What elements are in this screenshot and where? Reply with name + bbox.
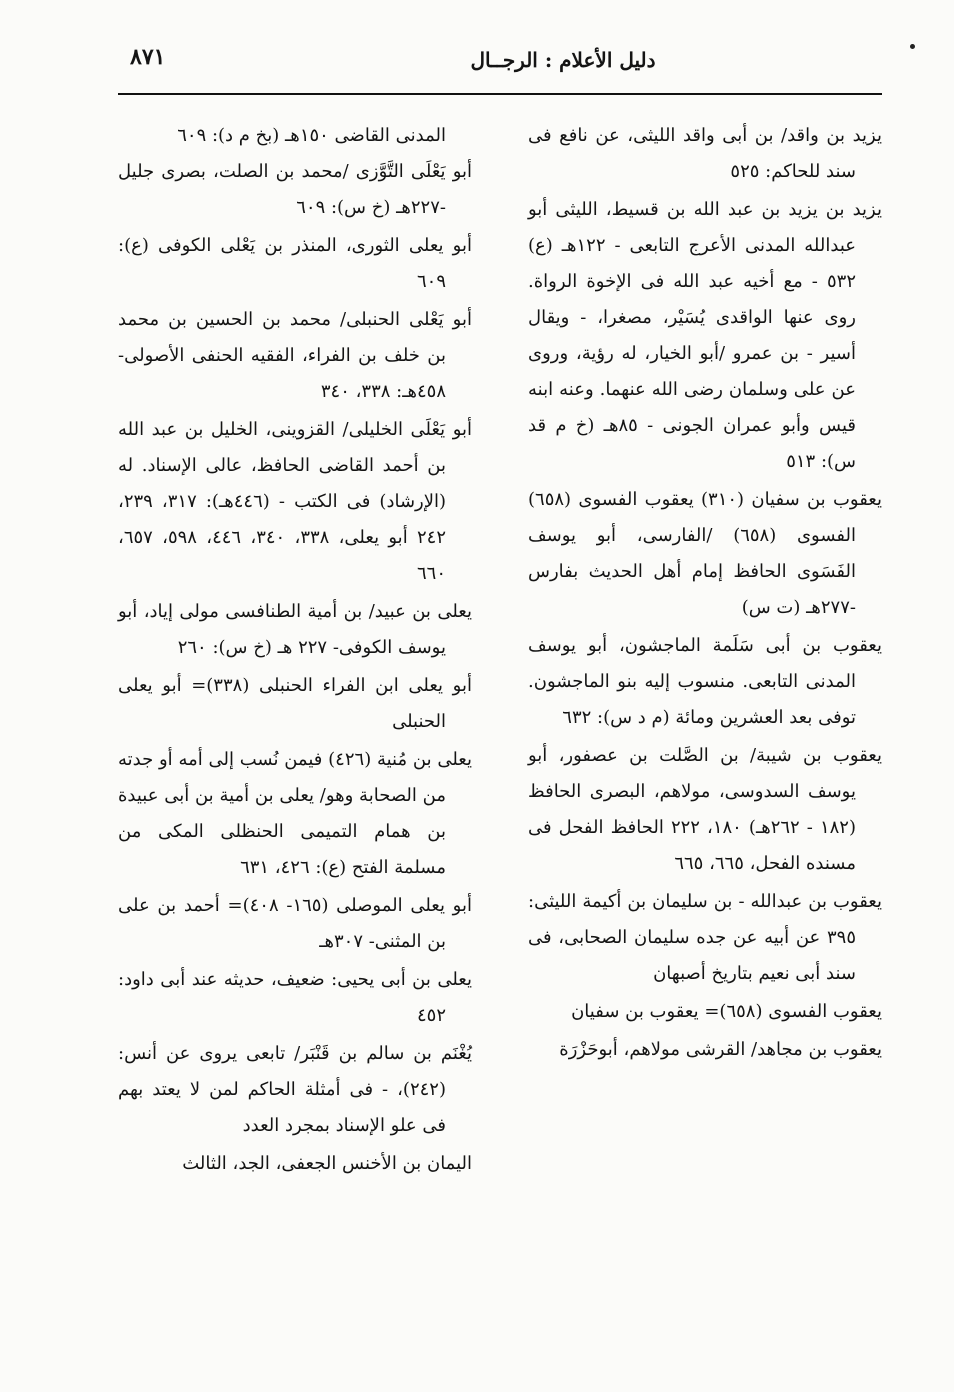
left-column [118, 118, 472, 1184]
page-number: ٨٧١ [130, 44, 166, 70]
index-entry: أبو يَعْلى الحنبلى/ محمد بن الحسين بن محمد بن خلف بن الفراء، الفقيه الحنفى الأصولى- ٤٥٨هـ: ٣٣٨، ٣٤٠ [118, 309, 472, 402]
index-entry: أبو يعلى الموصلى (١٦٥- ٤٠٨)= أحمد بن على بن المثنى- ٣٠٧هـ [118, 895, 472, 952]
margin-mark [910, 44, 915, 49]
running-title: دليل الأعلام : الرجــال [470, 48, 656, 72]
index-entry: أبو يَعْلَى التَّوَّزى /محمد بن الصلت، بصرى جليل -٢٢٧هـ (خ س): ٦٠٩ [118, 161, 472, 218]
index-entry: أبو يعلى الثورى، المنذر بن يَعْلى الكوفى (ع): ٦٠٩ [118, 235, 472, 292]
index-entry: يعلى بن عبيد/ بن أمية الطنافسى مولى إياد، أبو يوسف الكوفى- ٢٢٧ هـ (خ س): ٢٦٠ [118, 601, 472, 658]
index-entry: أبو يعلى ابن الفراء الحنبلى (٣٣٨)= أبو يعلى الحنبلى [118, 675, 472, 732]
index-entry: اليمان بن الأخنس الجعفى، الجد، الثالث [182, 1153, 472, 1174]
index-entry: يزيد بن واقد/ بن أبى واقد الليثى، عن نافع فى سند للحاكم: ٥٢٥ [528, 125, 882, 182]
index-entry: يعقوب بن سفيان (٣١٠) يعقوب الفسوى (٦٥٨) الفسوى (٦٥٨) /الفارسى، أبو يوسف الفَسَوى الحافظ إمام أهل الحديث بفارس -٢٧٧هـ (ت س) [528, 489, 882, 618]
index-entry: يعلى بن مُنية (٤٢٦) فيمن نُسب إلى أمه أو جدته من الصحابة وهو/ يعلى بن أمية بن أبى عبيدة بن همام التميمى الحنظلى المكى من مسلمة الفتح (ع): ٤٢٦، ٦٣١ [118, 749, 473, 878]
index-entry: أبو يَعْلَى الخليلى/ القزوينى، الخليل بن عبد الله بن أحمد القاضى الحافظ، عالى الإسناد. له (الإرشاد) فى الكتب - (٤٤٦هـ): ٣١٧، ٢٣٩، ٢٤٢ أبو يعلى، ٣٣٨، ٣٤٠، ٤٤٦، ٥٩٨، ٦٥٧، ٦٦٠ [118, 419, 472, 584]
index-entry: يُغْنَم بن سالم بن قَنْبَر/ تابعى يروى عن أنس: (٢٤٢)، - فى أمثلة الحاكم لمن لا يعتد بهم فى علو الإسناد بمجرد العدد [118, 1043, 472, 1136]
index-entry: يعقوب بن شيبة/ بن الصَّلت بن عصفور، أبو يوسف السدوسى، مولاهم، البصرى الحافظ (١٨٢ - ٢٦٢هـ) ١٨٠، ٢٢٢ الحافظ الفحل فى مسنده الفحل، ٦٦٥، ٦٦٥ [528, 745, 882, 874]
index-entry: يزيد بن يزيد بن عبد الله بن قسيط، الليثى أبو عبدالله المدنى الأعرج التابعى - ١٢٢هـ (ع) ٥٣٢ - مع أخيه عبد الله فى الإخوة الرواة. روى عنها الواقدى يُسَيْر، مصغرا، - ويقال أسير - بن عمرو /أبو الخيار، له رؤية، وروى عن على وسلمان رضى الله عنهما. وعنه ابنه قيس وأبو عمران الجونى - ٨٥هـ (خ م قد س): ٥١٣ [528, 199, 882, 472]
index-entry: يعقوب الفسوى (٦٥٨)= يعقوب بن سفيان [571, 1001, 882, 1022]
index-entry: يعقوب بن مجاهد/ القرشى مولاهم، أبوحَزْرَة [559, 1039, 882, 1060]
continued-entry: المدنى القاضى ١٥٠هـ (بخ م د): ٦٠٩ [177, 125, 446, 146]
index-entry: يعلى بن أبى يحيى: ضعيف، حديثه عند أبى داود: ٤٥٢ [118, 969, 472, 1026]
page-header [118, 38, 882, 96]
right-column [528, 118, 882, 1070]
index-entry: يعقوب بن عبدالله - بن سليمان بن أكيمة الليثى: ٣٩٥ عن أبيه عن جده سليمان الصحابى، فى سند أبى نعيم بتاريخ أصبهان [528, 891, 882, 984]
index-entry: يعقوب بن أبى سَلَمة الماجشون، أبو يوسف المدنى التابعى. منسوب إليه بنو الماجشون. توفى بعد العشرين ومائة (م د س): ٦٣٢ [528, 635, 882, 728]
header-rule [118, 93, 882, 95]
